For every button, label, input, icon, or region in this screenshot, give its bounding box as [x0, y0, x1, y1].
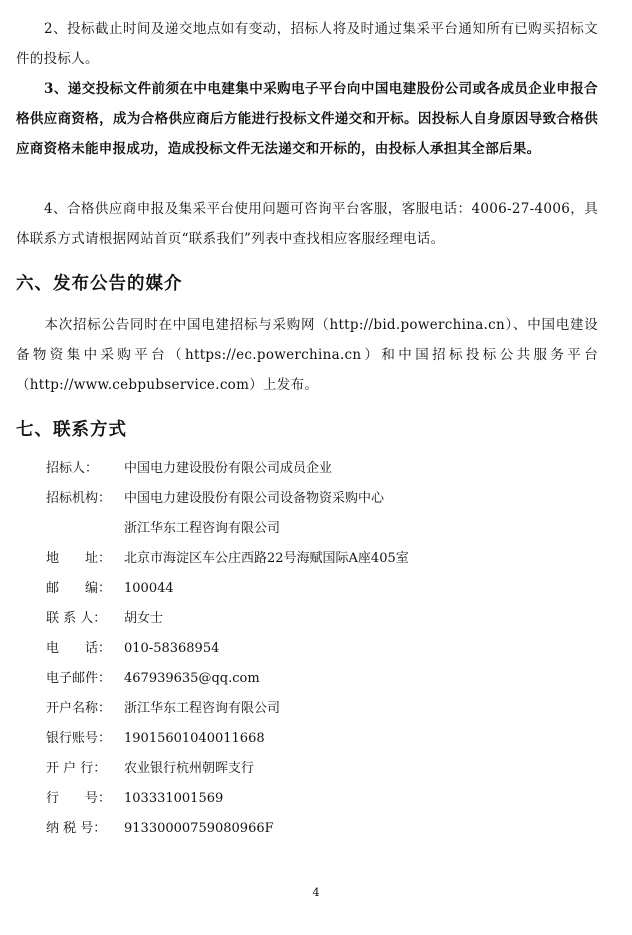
contact-label: 纳 税 号： [46, 821, 107, 836]
contact-label: 电 话： [46, 641, 112, 656]
contact-row-bank-code [46, 784, 606, 814]
paragraph-customer-service: 4、合格供应商申报及集采平台使用问题可咨询平台客服，客服电话：4006-27-4006，具体联系方式请根据网站首页“联系我们”列表中查找相应客服经理电话。 [16, 201, 598, 247]
contact-row-account-number [46, 724, 606, 754]
contact-row-bank [46, 754, 606, 784]
contact-label: 招标机构： [46, 491, 112, 506]
contact-row-account-name [46, 694, 606, 724]
contact-row-agency-continued [46, 514, 606, 544]
contact-label: 邮 编： [46, 581, 112, 596]
contact-value: 19015601040011668 [124, 731, 265, 746]
contact-value: 浙江华东工程咨询有限公司 [124, 521, 281, 536]
contact-value: 北京市海淀区车公庄西路22号海赋国际A座405室 [124, 551, 409, 566]
contact-row-tax-number [46, 814, 606, 844]
contact-label: 联 系 人： [46, 611, 107, 626]
contact-row-email [46, 664, 606, 694]
contact-row-agency [46, 484, 606, 514]
contact-value: 103331001569 [124, 791, 224, 806]
contact-label: 招标人： [46, 461, 99, 476]
paragraph-publication-media: 本次招标公告同时在中国电建招标与采购网（http://bid.powerchina.cn）、中国电建设备物资集中采购平台（https://ec.powerchina.cn）和中国招标投标公共服务平台（http://www.cebpubservice.com）上发布。 [16, 317, 598, 393]
contact-row-phone [46, 634, 606, 664]
contact-label: 行 号： [46, 791, 112, 806]
page-number: 4 [312, 886, 320, 899]
contact-label: 开 户 行： [46, 761, 107, 776]
paragraph-deadline-change: 2、投标截止时间及递交地点如有变动，招标人将及时通过集采平台通知所有已购买招标文件的投标人。 [16, 21, 598, 67]
contact-label: 地 址： [46, 551, 112, 566]
contact-label: 银行账号： [46, 731, 112, 746]
contact-row-contact-person [46, 604, 606, 634]
contact-value: 农业银行杭州朝晖支行 [124, 761, 255, 776]
section-heading-contact: 七、联系方式 [16, 420, 127, 440]
contact-value: 100044 [124, 581, 174, 596]
contact-value: 胡女士 [124, 611, 164, 626]
contact-value: 中国电力建设股份有限公司设备物资采购中心 [124, 491, 385, 506]
contact-row-postcode [46, 574, 606, 604]
contact-value: 010-58368954 [124, 641, 220, 656]
contact-value: 中国电力建设股份有限公司成员企业 [124, 461, 333, 476]
section-heading-media: 六、发布公告的媒介 [16, 274, 183, 294]
contact-row-tenderer [46, 454, 606, 484]
contact-value: 467939635@qq.com [124, 671, 260, 686]
contact-value: 浙江华东工程咨询有限公司 [124, 701, 281, 716]
paragraph-supplier-qualification: 3、递交投标文件前须在中电建集中采购电子平台向中国电建股份公司或各成员企业申报合格供应商资格，成为合格供应商后方能进行投标文件递交和开标。因投标人自身原因导致合格供应商资格未能申报成功，造成投标文件无法递交和开标的，由投标人承担其全部后果。 [16, 81, 598, 157]
contact-label: 开户名称： [46, 701, 112, 716]
contact-row-address [46, 544, 606, 574]
contact-info-list [46, 454, 606, 844]
contact-value: 91330000759080966F [124, 821, 274, 836]
contact-label: 电子邮件： [46, 671, 112, 686]
